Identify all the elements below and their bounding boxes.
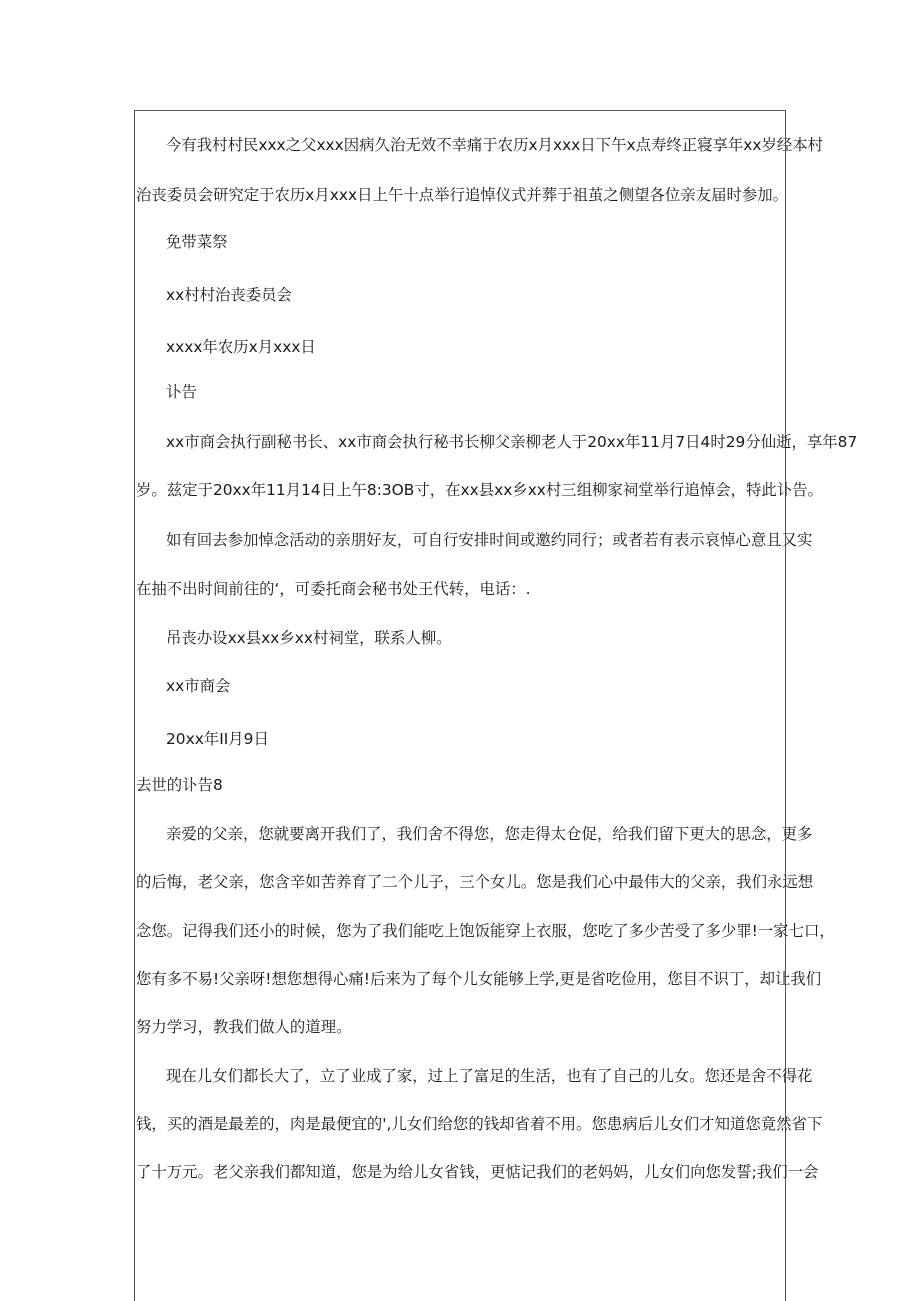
notice1-paragraph-line: 治丧委员会研究定于农历x月xxx日上午十点举行追悼仪式并葬于祖茧之侧望各位亲友届时参加。 <box>136 186 789 204</box>
notice1-paragraph-line: 今有我村村民xxx之父xxx因病久治无效不幸痛于农历x月xxx日下午x点寿终正寝享年xx岁经本村 <box>166 136 824 154</box>
notice2-date: 20xx年II月9日 <box>166 730 269 748</box>
section3-paragraph-line: 钱，买的酒是最差的，肉是最便宜的',儿女们给您的钱却省着不用。您患病后儿女们才知道您竟然省下 <box>136 1115 823 1133</box>
notice2-paragraph-line: 在抽不出时间前往的‘，可委托商会秘书处王代转，电话：. <box>136 580 531 598</box>
notice2-signer: xx市商会 <box>166 677 231 695</box>
notice2-paragraph: 吊丧办设xx县xx乡xx村祠堂，联系人柳。 <box>166 629 452 647</box>
section3-paragraph-line: 了十万元。老父亲我们都知道，您是为给儿女省钱，更惦记我们的老妈妈，儿女们向您发誓;我们一会 <box>136 1163 819 1181</box>
notice2-paragraph-line: xx市商会执行副秘书长、xx市商会执行秘书长柳父亲柳老人于20xx年11月7日4时29分仙逝，享年87 <box>166 433 858 451</box>
section3-paragraph-line: 念您。记得我们还小的时候，您为了我们能吃上饱饭能穿上衣服，您吃了多少苦受了多少罪!一家七口， <box>136 922 835 940</box>
section3-paragraph-line: 的后悔，老父亲，您含辛如苦养育了二个儿子，三个女儿。您是我们心中最伟大的父亲，我们永远想 <box>136 873 814 891</box>
notice2-paragraph-line: 岁。兹定于20xx年11月14日上午8:3OB寸，在xx县xx乡xx村三组柳家祠堂举行追悼会，特此讣告。 <box>136 481 823 499</box>
notice1-date: xxxx年农历x月xxx日 <box>166 338 316 356</box>
section3-paragraph-line: 亲爱的父亲，您就要离开我们了，我们舍不得您，您走得太仓促，给我们留下更大的思念，更多 <box>166 825 813 843</box>
section3-paragraph-line: 您有多不易!父亲呀!想您想得心痛!后来为了每个儿女能够上学,更是省吃俭用，您目不识丁，却让我们 <box>136 970 822 988</box>
section3-paragraph-line: 现在儿女们都长大了，立了业成了家，过上了富足的生活，也有了自己的儿女。您还是舍不得花 <box>166 1067 813 1085</box>
notice1-signer: xx村村治丧委员会 <box>166 286 292 304</box>
notice1-note: 免带菜祭 <box>166 233 228 251</box>
notice2-paragraph-line: 如有回去参加悼念活动的亲朋好友，可自行安排时间或邀约同行；或者若有表示哀悼心意且又实 <box>166 531 813 549</box>
section3-paragraph-line: 努力学习，教我们做人的道理。 <box>136 1018 352 1036</box>
notice2-title: 讣告 <box>166 383 197 401</box>
section3-heading: 去世的讣告8 <box>136 776 223 794</box>
